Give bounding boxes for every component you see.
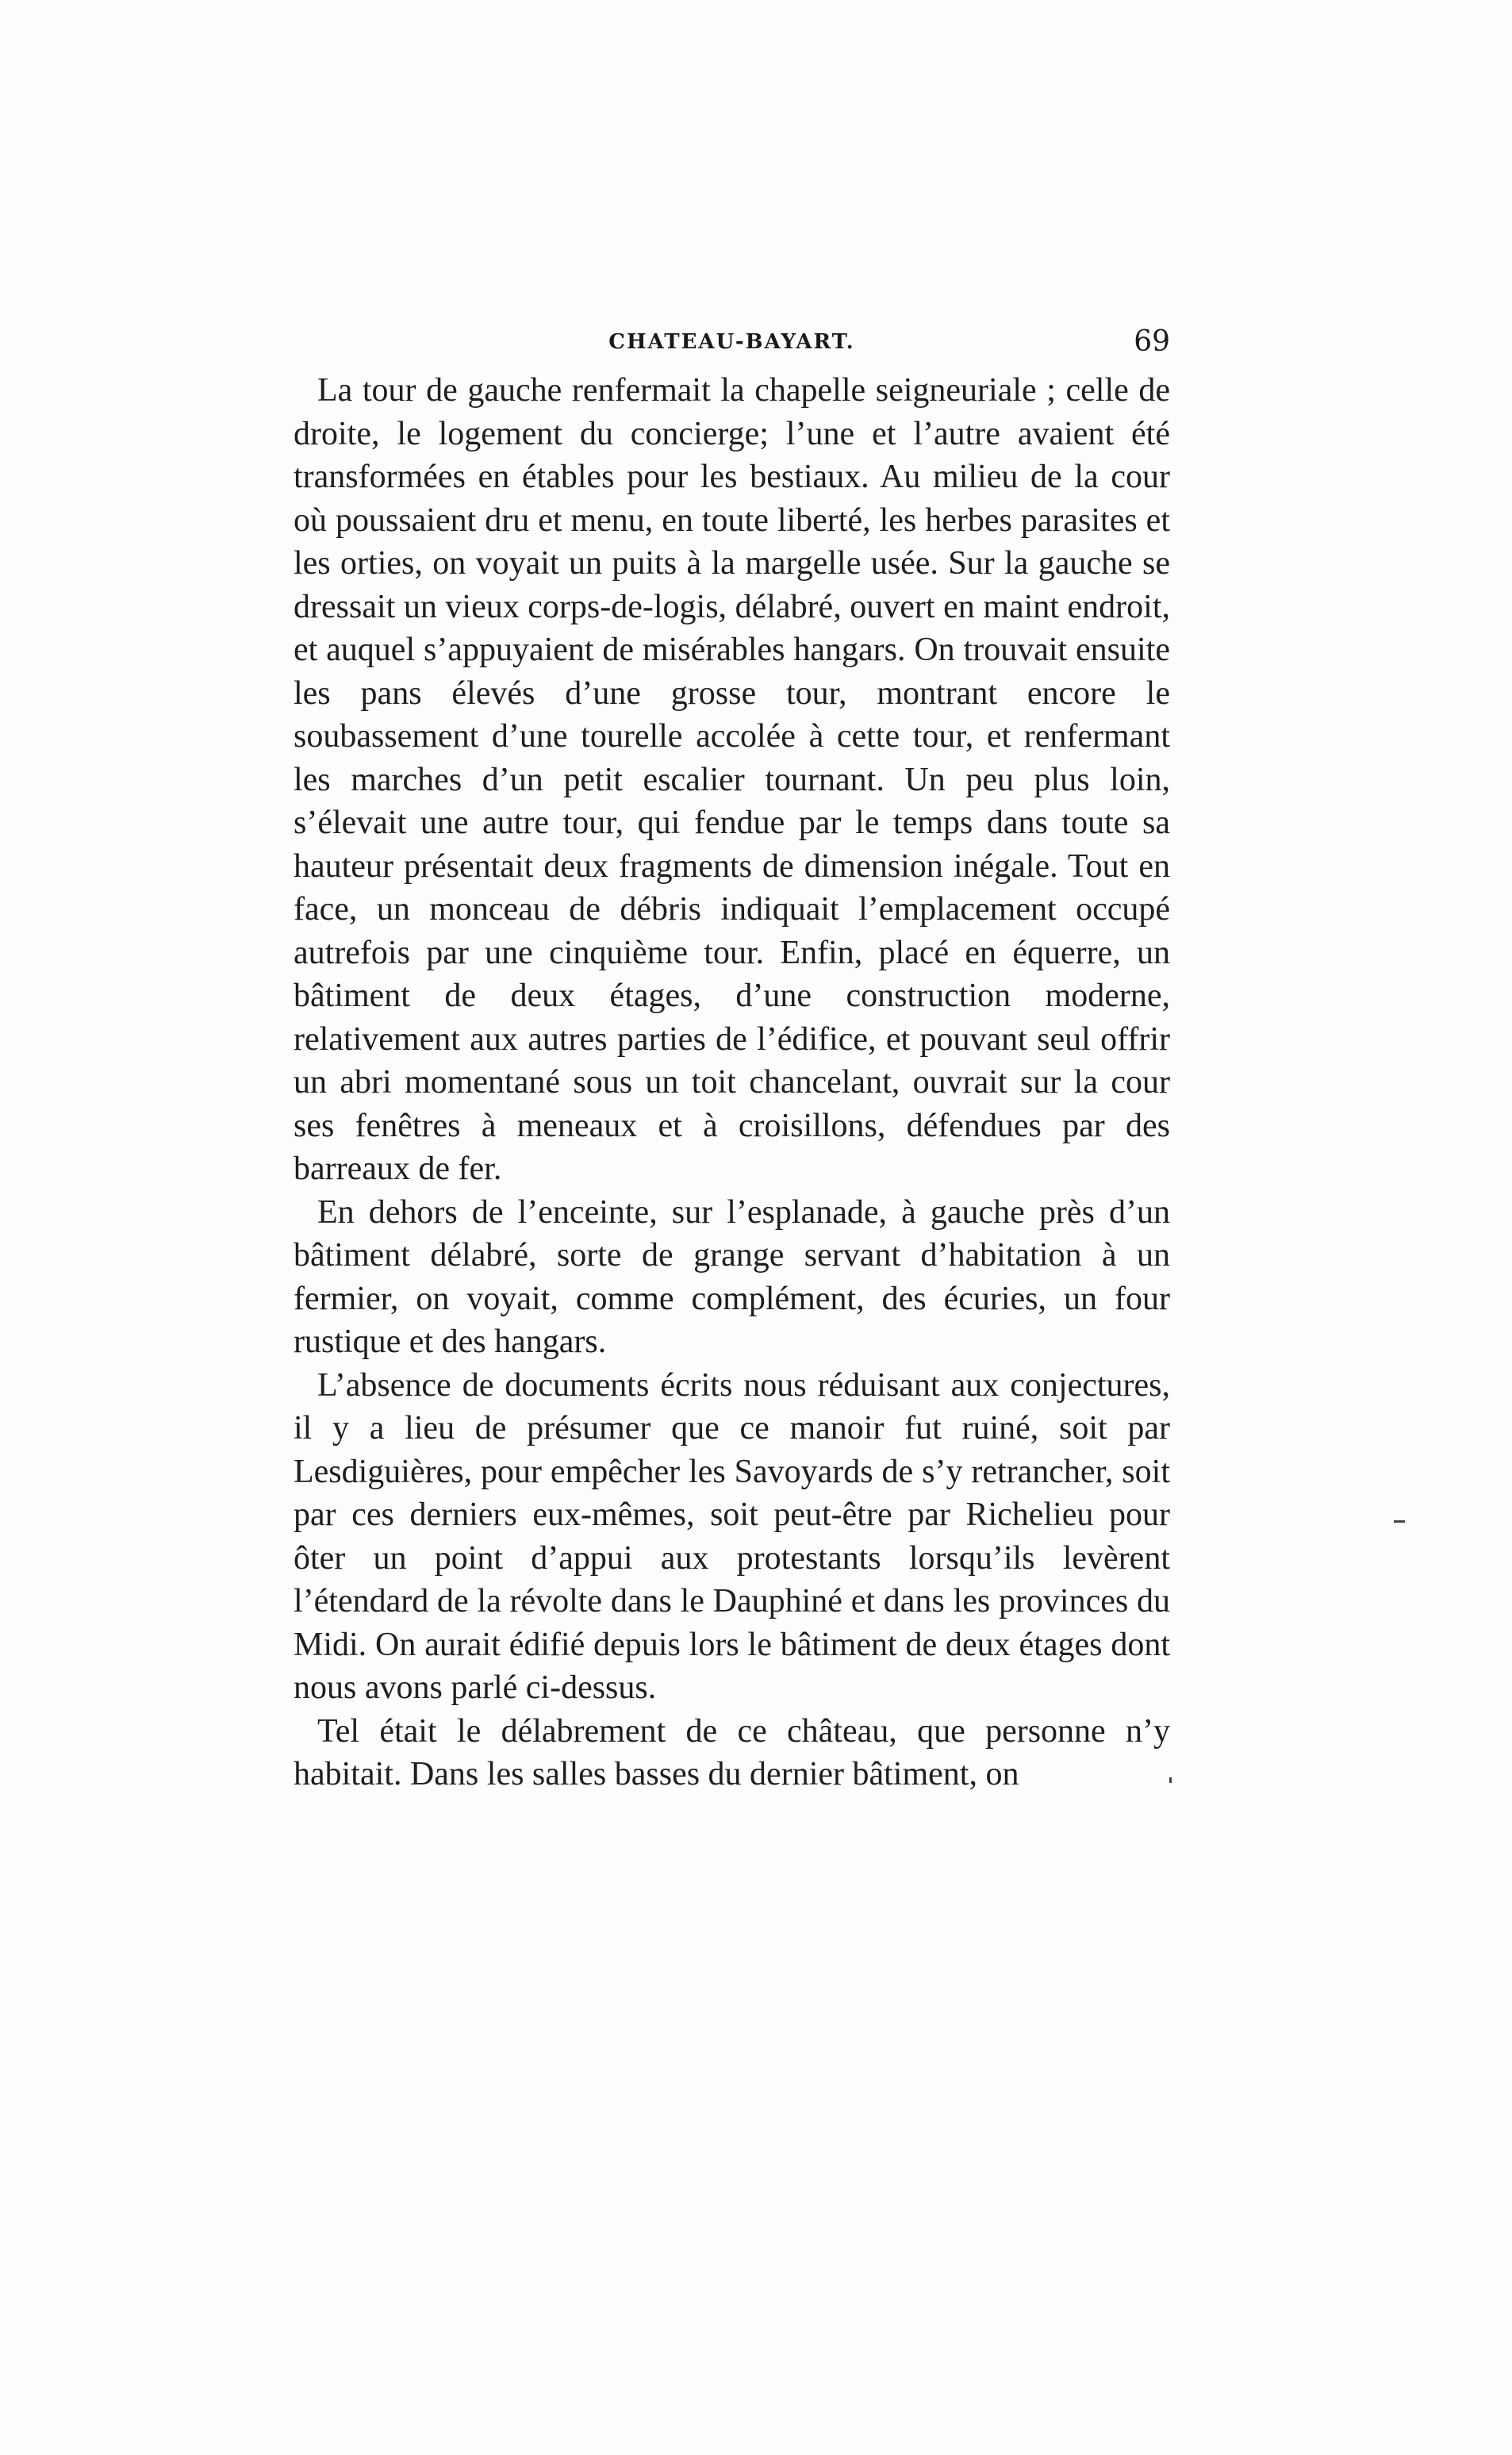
running-title: CHATEAU-BAYART. <box>608 330 855 354</box>
body-text <box>294 369 1170 1796</box>
paragraph: L’absence de documents écrits nous réduisant aux conjectures, il y a lieu de présumer que ce manoir fut ruiné, soit par Lesdiguières, pour empêcher les Savoyards de s’y retrancher, soit par ces derniers eux-mêmes, soit peut-être par Richelieu pour ôter un point d’appui aux protestants lorsqu’ils levèrent l’étendard de la révolte dans le Dauphiné et dans les provinces du Midi. On aurait édifié depuis lors le bâtiment de deux étages dont nous avons parlé ci-dessus. <box>294 1366 1170 1706</box>
page-header <box>294 325 1170 373</box>
ink-mark <box>1169 1777 1172 1783</box>
ink-mark <box>1394 1520 1405 1523</box>
page-number: 69 <box>1134 325 1170 358</box>
paragraph: Tel était le délabrement de ce château, que personne n’y habitait. Dans les salles basses du dernier bâtiment, on <box>294 1712 1170 1792</box>
paragraph: La tour de gauche renfermait la chapelle seigneuriale ; celle de droite, le logement du concierge; l’une et l’autre avaient été transformées en étables pour les bestiaux. Au milieu de la cour où poussaient dru et menu, en toute liberté, les herbes parasites et les orties, on voyait un puits à la margelle usée. Sur la gauche se dressait un vieux corps-de-logis, délabré, ouvert en maint endroit, et auquel s’appuyaient de misérables hangars. On trouvait ensuite les pans élevés d’une grosse tour, montrant encore le soubassement d’une tourelle accolée à cette tour, et renfermant les marches d’un petit escalier tournant. Un peu plus loin, s’élevait une autre tour, qui fendue par le temps dans toute sa hauteur présentait deux fragments de dimension inégale. Tout en face, un monceau de débris indiquait l’emplacement occupé autrefois par une cinquième tour. Enfin, placé en équerre, un bâtiment de deux étages, d’une construction moderne, relativement aux autres parties de l’édifice, et pouvant seul offrir un abri momentané sous un toit chancelant, ouvrait sur la cour ses fenêtres à meneaux et à croisillons, défendues par des barreaux de fer. <box>294 372 1170 1187</box>
paragraph: En dehors de l’enceinte, sur l’esplanade, à gauche près d’un bâtiment délabré, sorte de grange servant d’habitation à un fermier, on voyait, comme complément, des écuries, un four rustique et des hangars. <box>294 1193 1170 1360</box>
